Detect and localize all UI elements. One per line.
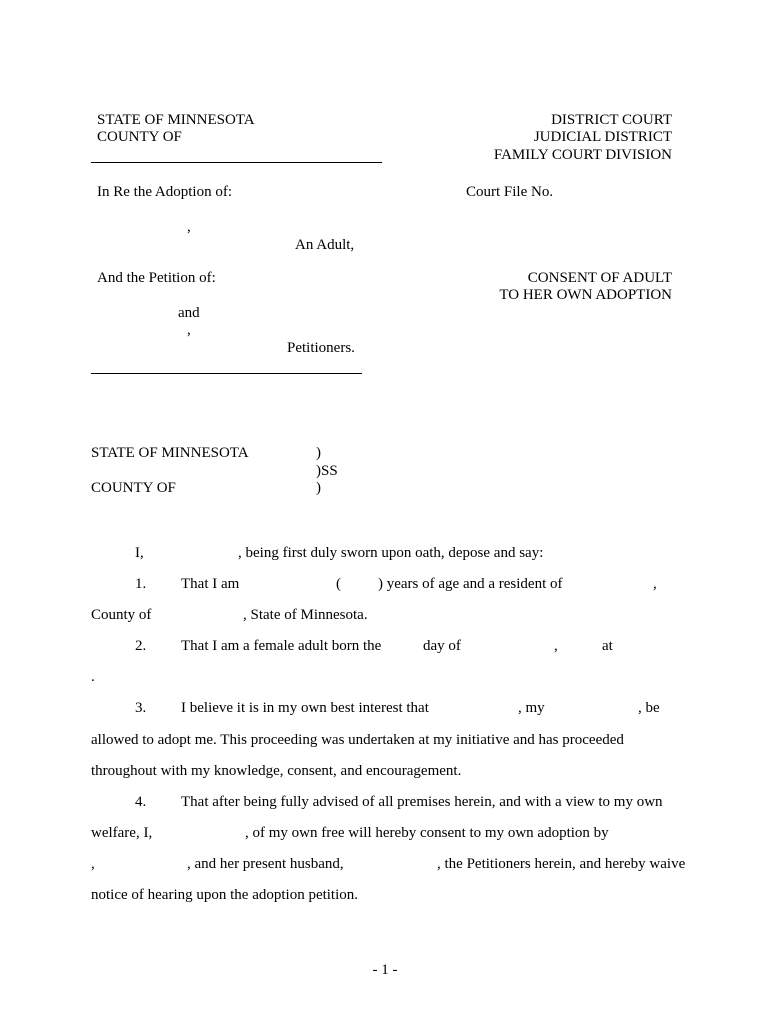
p2-day-of: day of (423, 638, 461, 654)
page-number: - 1 - (372, 962, 398, 978)
intro-i: I, (135, 545, 144, 561)
p2-born-the: That I am a female adult born the (181, 638, 382, 654)
division-heading: FAMILY COURT DIVISION (493, 147, 672, 163)
p4-free-will: , of my own free will hereby consent to my own adoption by (245, 825, 609, 841)
petition-of-label: And the Petition of: (97, 270, 216, 286)
p3-line-3: throughout with my knowledge, consent, and encouragement. (91, 763, 462, 779)
district-heading: JUDICIAL DISTRICT (533, 129, 672, 145)
p2-number: 2. (135, 638, 147, 654)
p4-husband: , and her present husband, (187, 856, 344, 872)
venue-paren-bottom: ) (316, 480, 321, 496)
p2-at: at (602, 638, 613, 654)
p2-comma: , (554, 638, 558, 654)
petitioner-comma: , (187, 322, 191, 338)
in-re-label: In Re the Adoption of: (97, 184, 232, 200)
venue-paren-top: ) (316, 445, 321, 461)
state-heading: STATE OF MINNESOTA (97, 112, 255, 128)
p1-county-of: County of (91, 607, 152, 623)
p4-welfare-i: welfare, I, (91, 825, 153, 841)
p1-years-of-age: ) years of age and a resident of (378, 576, 563, 592)
p1-state: , State of Minnesota. (243, 607, 368, 623)
p3-be: , be (638, 700, 660, 716)
venue-state: STATE OF MINNESOTA (91, 445, 249, 461)
adoptee-comma: , (187, 219, 191, 235)
petitioners-label: Petitioners. (287, 340, 355, 356)
an-adult-label: An Adult, (295, 237, 355, 253)
consent-title-line-1: CONSENT OF ADULT (527, 270, 672, 286)
caption-divider-top (91, 162, 382, 163)
caption-divider-bottom (91, 373, 362, 374)
venue-ss: )SS (316, 463, 338, 479)
and-label: and (178, 305, 200, 321)
p4-number: 4. (135, 794, 147, 810)
p3-my: , my (518, 700, 545, 716)
county-heading: COUNTY OF (97, 129, 182, 145)
p4-line-1: That after being fully advised of all premises herein, and with a view to my own (181, 794, 663, 810)
p1-number: 1. (135, 576, 147, 592)
court-file-label: Court File No. (466, 184, 554, 200)
p4-notice: notice of hearing upon the adoption petition. (91, 887, 359, 903)
p2-period: . (91, 669, 95, 685)
consent-title-line-2: TO HER OWN ADOPTION (499, 287, 672, 303)
p3-line-2: allowed to adopt me. This proceeding was undertaken at my initiative and has proceeded (91, 732, 624, 748)
p4-petitioners-waive: , the Petitioners herein, and hereby waive (437, 856, 686, 872)
p3-number: 3. (135, 700, 147, 716)
p3-best-interest: I believe it is in my own best interest that (181, 700, 429, 716)
p4-comma: , (91, 856, 95, 872)
p1-that-i-am: That I am (181, 576, 240, 592)
venue-county: COUNTY OF (91, 480, 176, 496)
p1-open-paren: ( (336, 576, 341, 592)
intro-oath: , being first duly sworn upon oath, depose and say: (238, 545, 544, 561)
court-heading: DISTRICT COURT (551, 112, 672, 128)
p1-comma: , (653, 576, 657, 592)
